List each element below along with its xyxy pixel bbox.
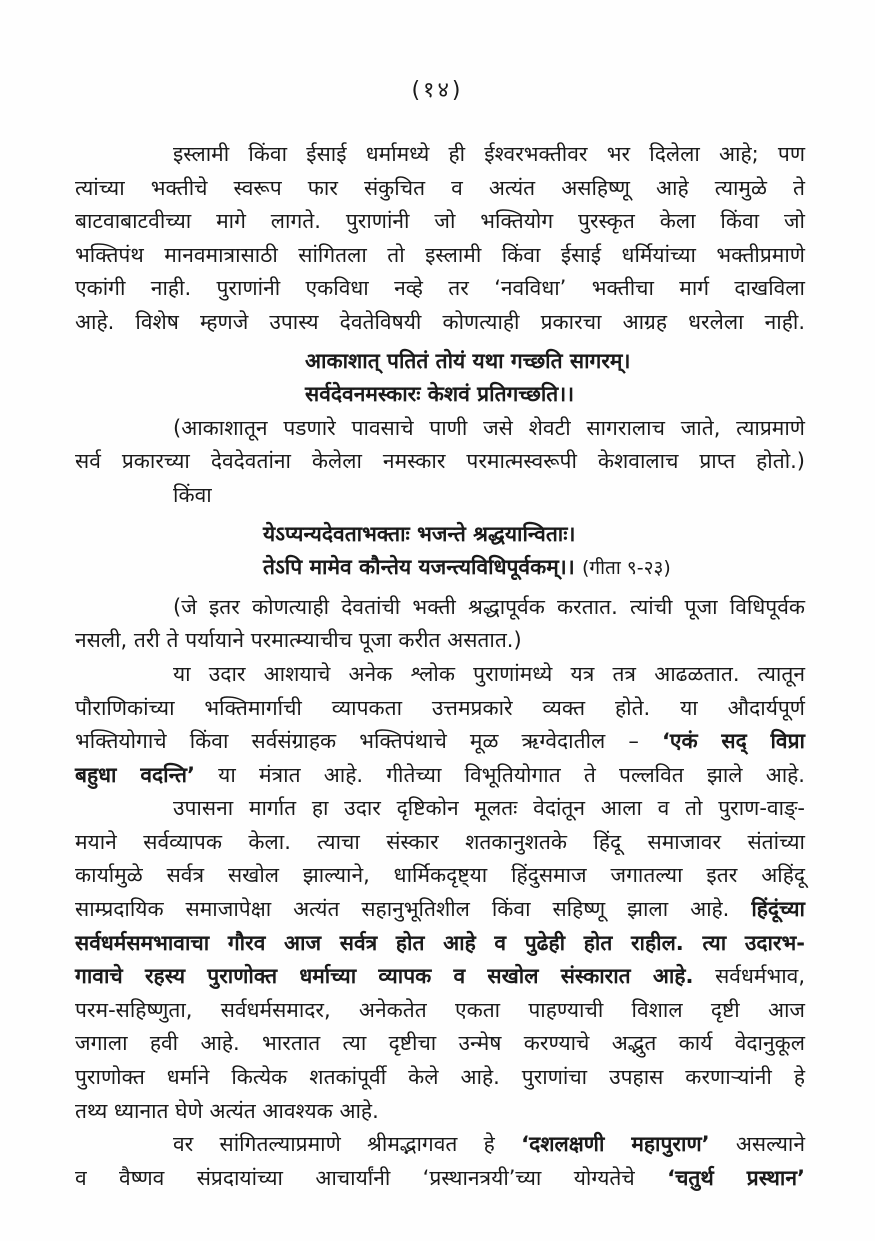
bold-text-segment: बहुधा वदन्ति’	[75, 762, 195, 787]
text-line	[75, 412, 805, 446]
text-line	[75, 927, 805, 961]
text-segment: पौराणिकांच्या भक्तिमार्गाची व्यापकता उत्तमप्रकारे व्यक्त होते. या औदार्यपूर्ण	[75, 695, 805, 720]
bold-text-segment: सर्वदेवनमस्कारः केशवं प्रतिगच्छति।।	[305, 382, 575, 407]
bold-text-segment: हिंदूंच्या	[751, 897, 805, 922]
text-segment: साम्प्रदायिक समाजापेक्षा अत्यंत सहानुभूतिशील किंवा सहिष्णू झाला आहे.	[75, 897, 752, 922]
text-line	[75, 859, 805, 893]
text-segment: या उदार आशयाचे अनेक श्लोक पुराणांमध्ये यत्र तत्र आढळतात. त्यातून	[173, 661, 805, 686]
text-segment: इस्लामी किंवा ईसाई धर्मामध्ये ही ईश्वरभक्तीवर भर दिलेला आहे; पण	[173, 142, 805, 166]
text-line	[75, 591, 805, 625]
text-segment: आहे. विशेष म्हणजे उपास्य देवतेविषयी कोणत्याही प्रकारचा आग्रह धरलेला नाही.	[75, 309, 805, 334]
text-line	[75, 345, 805, 379]
text-line	[75, 518, 805, 552]
bold-text-segment: सर्वधर्मसमभावाचा गौरव आज सर्वत्र होत आहे व पुढेही होत राहील. त्या उदारभ-	[75, 930, 805, 955]
text-line	[75, 172, 805, 206]
page-number: (१४)	[411, 78, 464, 103]
text-segment: कार्यामुळे सर्वत्र सखोल झाल्याने, धार्मिकदृष्ट्या हिंदुसमाज जगातल्या इतर अहिंदू	[75, 863, 805, 888]
text-line	[75, 624, 805, 658]
text-line	[75, 272, 805, 306]
text-line	[75, 960, 805, 994]
text-segment: (गीता ९-२३)	[582, 557, 671, 580]
bold-text-segment: ‘एकं सद् विप्रा	[661, 729, 805, 754]
text-segment: (जे इतर कोणत्याही देवतांची भक्ती श्रद्धापूर्वक करतात. त्यांची पूजा विधिपूर्वक	[173, 594, 805, 619]
text-line	[75, 692, 805, 726]
text-line	[75, 792, 805, 826]
text-line	[75, 205, 805, 239]
text-segment: भक्तियोगाचे किंवा सर्वसंग्राहक भक्तिपंथाचे मूळ ऋग्वेदातील –	[75, 729, 662, 754]
text-segment: परम-सहिष्णुता, सर्वधर्मसमादर, अनेकतेत एकता पाहण्याची विशाल दृष्टी आज	[75, 997, 805, 1022]
text-line	[75, 551, 805, 586]
bold-text-segment: गावाचे रहस्य पुराणोक्त धर्माच्या व्यापक व सखोल संस्कारात आहे.	[75, 964, 694, 989]
text-line	[75, 138, 805, 172]
text-line	[75, 378, 805, 412]
text-line	[75, 1162, 805, 1196]
text-line	[75, 306, 805, 340]
text-segment: भक्तिपंथ मानवमात्रासाठी सांगितला तो इस्लामी किंवा ईसाई धर्मियांच्या भक्तीप्रमाणे	[75, 242, 805, 267]
text-body	[75, 138, 805, 1195]
text-segment: नसली, तरी ते पर्यायाने परमात्म्याचीच पूजा करीत असतात.)	[75, 628, 522, 653]
text-line	[75, 994, 805, 1028]
text-segment: व वैष्णव संप्रदायांच्या आचार्यांनी ‘प्रस्थानत्रयी’च्या योग्यतेचे	[75, 1165, 668, 1190]
text-segment: या मंत्रात आहे. गीतेच्या विभूतियोगात ते पल्लवित झाले आहे.	[195, 762, 805, 787]
text-line	[75, 893, 805, 927]
text-line	[75, 1095, 805, 1129]
text-line	[75, 759, 805, 793]
bold-text-segment: ‘चतुर्थ प्रस्थान’	[667, 1165, 805, 1190]
text-segment: एकांगी नाही. पुराणांनी एकविधा नव्हे तर ‘नवविधा’ भक्तीचा मार्ग दाखविला	[75, 276, 805, 301]
text-segment: मयाने सर्वव्यापक केला. त्याचा संस्कार शतकानुशतके हिंदू समाजावर संतांच्या	[75, 829, 805, 854]
text-segment: तथ्य ध्यानात घेणे अत्यंत आवश्यक आहे.	[75, 1098, 379, 1123]
text-line	[75, 1027, 805, 1061]
text-line	[75, 658, 805, 692]
text-segment: (आकाशातून पडणारे पावसाचे पाणी जसे शेवटी सागरालाच जाते, त्याप्रमाणे	[173, 415, 805, 440]
text-segment: पुराणोक्त धर्माने कित्येक शतकांपूर्वी केले आहे. पुराणांचा उपहास करणाऱ्यांनी हे	[75, 1065, 805, 1090]
bold-text-segment: ‘दशलक्षणी महापुराण’	[521, 1132, 710, 1157]
text-line	[75, 1128, 805, 1162]
text-segment: बाटवाबाटवीच्या मागे लागते. पुराणांनी जो भक्तियोग पुरस्कृत केला किंवा जो	[75, 209, 805, 234]
text-line	[75, 725, 805, 759]
text-line	[75, 445, 805, 479]
text-segment: उपासना मार्गात हा उदार दृष्टिकोन मूलतः वेदांतून आला व तो पुराण-वाङ्-	[173, 796, 805, 821]
text-segment: किंवा	[173, 482, 212, 507]
text-line	[75, 1061, 805, 1095]
text-segment: सर्वधर्मभाव,	[693, 964, 806, 989]
bold-text-segment: तेऽपि मामेव कौन्तेय यजन्त्यविधिपूर्वकम्।।	[263, 555, 583, 580]
text-segment: असल्याने	[709, 1132, 805, 1157]
text-segment: त्यांच्या भक्तीचे स्वरूप फार संकुचित व अत्यंत असहिष्णू आहे त्यामुळे ते	[75, 175, 805, 200]
text-line	[75, 479, 805, 513]
text-line	[75, 826, 805, 860]
bold-text-segment: आकाशात् पतितं तोयं यथा गच्छति सागरम्।	[305, 348, 631, 373]
text-line	[75, 239, 805, 273]
text-segment: वर सांगितल्याप्रमाणे श्रीमद्भागवत हे	[173, 1132, 522, 1157]
text-segment: सर्व प्रकारच्या देवदेवतांना केलेला नमस्कार परमात्मस्वरूपी केशवालाच प्राप्त होतो.)	[75, 449, 805, 474]
text-segment: जगाला हवी आहे. भारतात त्या दृष्टीचा उन्मेष करण्याचे अद्भुत कार्य वेदानुकूल	[75, 1031, 805, 1056]
bold-text-segment: येऽप्यन्यदेवताभक्ताः भजन्ते श्रद्धयान्विताः।	[263, 521, 576, 546]
